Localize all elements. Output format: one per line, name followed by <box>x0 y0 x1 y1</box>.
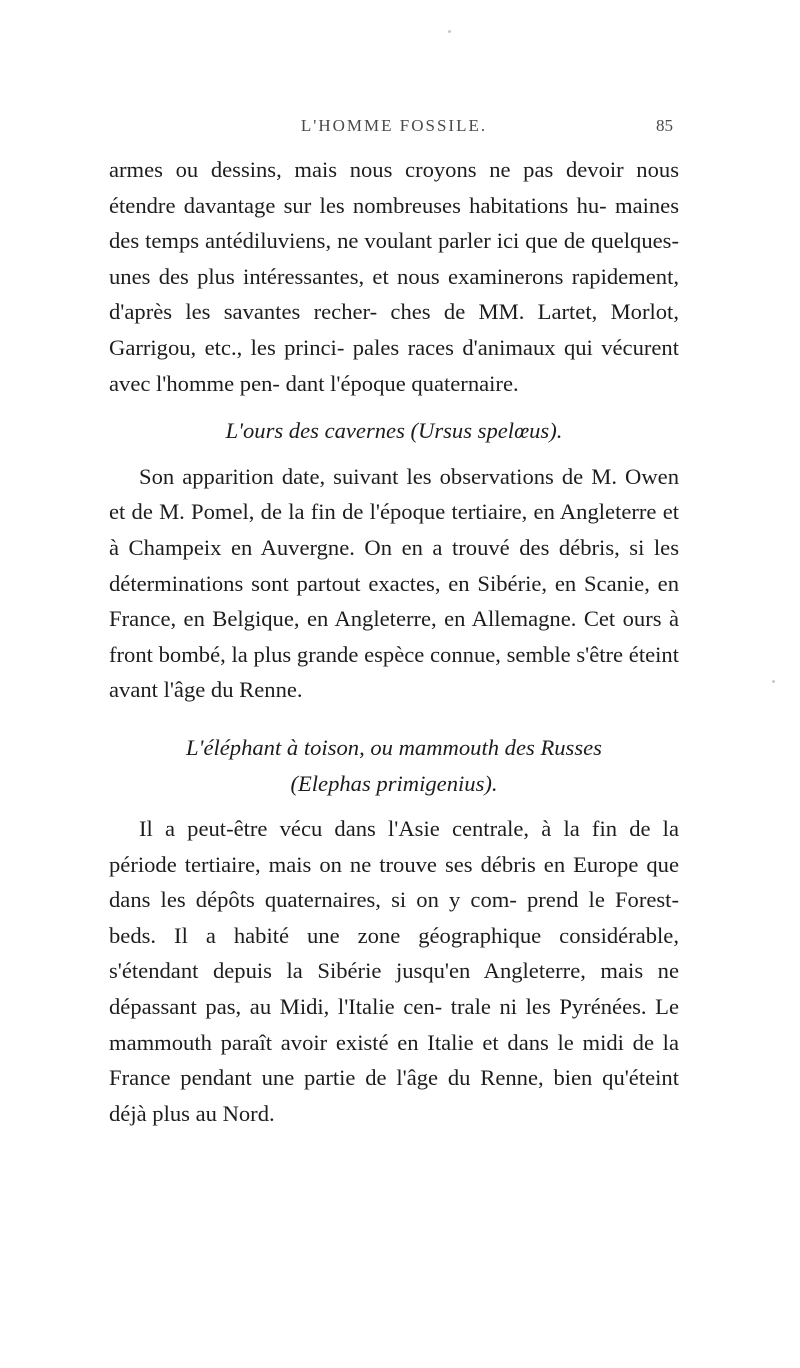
section-heading-mammouth: L'éléphant à toison, ou mammouth des Russes <box>186 734 602 760</box>
running-head <box>109 116 679 146</box>
paper-speck <box>448 30 451 33</box>
page-number: 85 <box>656 116 673 135</box>
body-paragraph: armes ou dessins, mais nous croyons ne pas devoir nous étendre davantage sur les nombreuses habitations hu- maines des temps antédiluviens, ne voulant parler ici que de quelques-unes des plus intéressantes, et nous examinerons rapidement, d'après les savantes recher- ches de MM. Lartet, Morlot, Garrigou, etc., les princi- pales races d'animaux qui vécurent avec l'homme pen- dant l'époque quaternaire. <box>109 157 679 396</box>
body-paragraph: Il a peut-être vécu dans l'Asie centrale, à la fin de la période tertiaire, mais on ne trouve ses débris en Europe que dans les dépôts quaternaires, si on y com- prend le Forest-beds. Il a habité une zone géographique considérable, s'étendant depuis la Sibérie jusqu'en Angleterre, mais ne dépassant pas, au Midi, l'Italie cen- trale ni les Pyrénées. Le mammouth paraît avoir existé en Italie et dans le midi de la France pendant une partie de l'âge du Renne, bien qu'éteint déjà plus au Nord. <box>109 816 679 1126</box>
paper-speck <box>772 680 775 683</box>
section-heading-mammouth-latin: (Elephas primigenius). <box>290 770 498 796</box>
section-heading-ours: L'ours des cavernes (Ursus spelœus). <box>225 418 563 444</box>
book-page <box>109 116 679 1131</box>
running-head-title: L'HOMME FOSSILE. <box>300 116 488 135</box>
body-paragraph: Son apparition date, suivant les observations de M. Owen et de M. Pomel, de la fin de l'époque tertiaire, en Angleterre et à Champeix en Auvergne. On en a trouvé des débris, si les déterminations sont partout exactes, en Sibérie, en Scanie, en France, en Belgique, en Angleterre, en Allemagne. Cet ours à front bombé, la plus grande espèce connue, semble s'être éteint avant l'âge du Renne. <box>109 463 679 703</box>
